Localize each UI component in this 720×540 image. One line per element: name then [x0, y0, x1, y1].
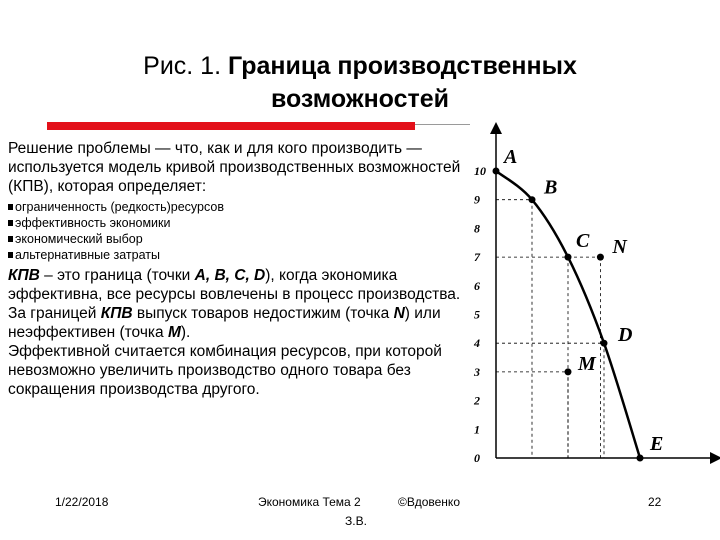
footer-page-number: 22 — [648, 495, 662, 509]
footer-author: ©Вдовенко — [398, 495, 460, 509]
kpv-term: КПВ — [100, 305, 133, 322]
point-n-marker — [597, 254, 604, 261]
footer-course: Экономика Тема 2 — [258, 495, 361, 509]
y-tick-label: 6 — [474, 278, 480, 293]
point-c-label: C — [576, 230, 590, 253]
point-b-marker — [529, 196, 536, 203]
point-n-term: N — [393, 305, 405, 322]
footer-course-cont: З.В. — [345, 514, 367, 528]
y-tick-label: 1 — [474, 422, 480, 437]
y-tick-label: 8 — [474, 221, 480, 236]
points-term: A, B, C, D — [194, 267, 266, 284]
y-tick-label: 9 — [474, 192, 480, 207]
kpv-text: – это граница (точки — [39, 267, 195, 284]
bullet-item: ограниченность (редкость)ресурсов — [8, 199, 466, 215]
kpv-text: ), когда экономика эффективна, все ресурсы вовлечены в процесс производства. За границей — [8, 267, 461, 322]
y-tick-label: 7 — [474, 250, 480, 265]
kpv-text: ) или неэффективен (точка — [8, 305, 441, 341]
point-a-label: A — [504, 146, 518, 168]
bullet-item: экономический выбор — [8, 231, 466, 247]
title-bold-1: Граница производственных — [227, 52, 577, 80]
y-tick-label: 10 — [474, 164, 486, 178]
ppf-chart — [466, 122, 720, 472]
title-line-2: возможностей — [270, 85, 450, 113]
footer-date: 1/22/2018 — [55, 495, 109, 509]
title-prefix: Рис. 1. — [143, 52, 228, 80]
point-d-marker — [601, 340, 608, 347]
title-line-1 — [100, 50, 620, 83]
title-underline-gray — [415, 124, 470, 125]
point-c-marker — [565, 254, 572, 261]
kpv-term: КПВ — [8, 267, 40, 284]
intro-paragraph: Решение проблемы — что, как и для кого производить — используется модель кривой производственных возможностей (КПВ), которая определяет: — [8, 140, 461, 195]
bullet-list — [8, 199, 466, 263]
bullet-item: эффективность экономики — [8, 215, 466, 231]
y-tick-label: 2 — [474, 393, 480, 408]
slide-body — [8, 139, 466, 399]
point-b-label: B — [544, 176, 558, 199]
slide-title — [100, 50, 620, 116]
point-m-term: M — [167, 324, 181, 341]
point-m-label: M — [578, 352, 596, 375]
title-underline-accent — [47, 122, 415, 130]
point-e-marker — [637, 455, 644, 462]
y-tick-label: 3 — [474, 364, 480, 379]
point-m-marker — [565, 368, 572, 375]
bullet-item: альтернативные затраты — [8, 247, 466, 263]
y-tick-label: 5 — [474, 307, 480, 322]
efficiency-paragraph: Эффективной считается комбинация ресурсов, при которой невозможно увеличить производство одного товара без сокращения производства другого. — [8, 343, 442, 398]
point-e-label: E — [650, 433, 664, 455]
y-tick-label: 4 — [474, 336, 480, 351]
point-d-label: D — [618, 324, 633, 347]
y-tick-label: 0 — [474, 451, 480, 465]
kpv-text: выпуск товаров недостижим (точка — [132, 305, 394, 322]
kpv-text: ). — [180, 324, 191, 341]
point-a-marker — [493, 168, 500, 175]
kpv-paragraph — [8, 266, 466, 342]
point-n-label: N — [612, 236, 627, 259]
